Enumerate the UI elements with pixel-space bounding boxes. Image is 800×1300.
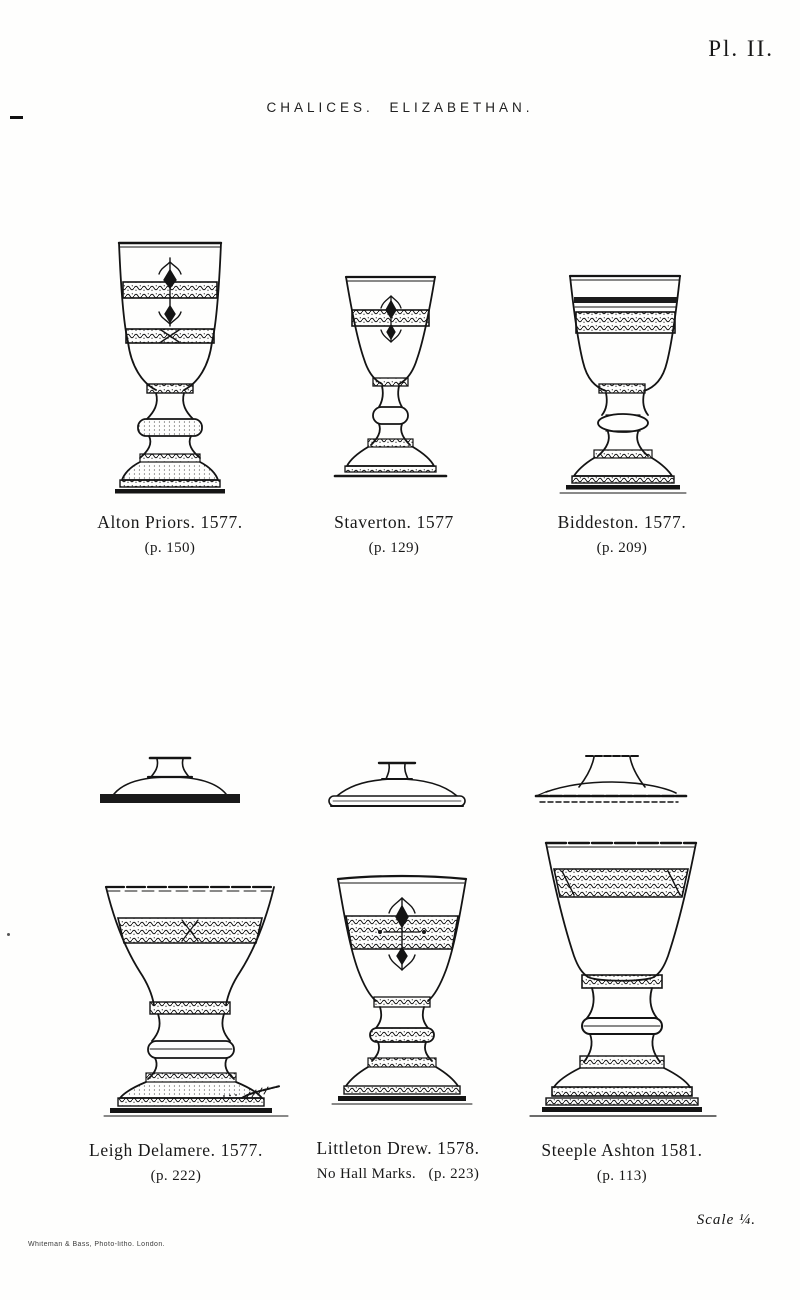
figure-caption-leigh-delamere (46, 1140, 306, 1185)
figure-page-ref: (p. 209) (596, 540, 648, 556)
paten-cover-illustration-littleton-drew (322, 756, 472, 808)
chalice-illustration-biddeston (550, 268, 696, 498)
figure-title: Littleton Drew. 1578. (316, 1138, 480, 1158)
figure-title: Alton Priors. 1577. (97, 512, 243, 532)
figure-caption-littleton-drew (268, 1138, 528, 1183)
margin-dash-mark (10, 116, 23, 119)
plate-title: CHALICES. ELIZABETHAN. (266, 100, 534, 115)
figure-note: No Hall Marks. (316, 1166, 417, 1182)
chalice-illustration-leigh-delamere (92, 880, 300, 1120)
figure-caption-alton-priors (40, 512, 300, 557)
figure-page-ref: (p. 222) (150, 1168, 202, 1184)
figure-title: Biddeston. 1577. (557, 512, 687, 532)
figure-title: Staverton. 1577 (334, 512, 454, 532)
paten-cover-illustration-steeple-ashton (526, 748, 694, 808)
plate-number-label: Pl. II. (708, 36, 774, 61)
paten-cover-illustration-leigh-delamere (98, 752, 242, 810)
figure-caption-biddeston (492, 512, 752, 557)
figure-title: Steeple Ashton 1581. (541, 1140, 703, 1160)
scan-speck (7, 933, 10, 936)
figure-page-ref: (p. 113) (596, 1168, 648, 1184)
chalice-illustration-steeple-ashton (524, 834, 720, 1122)
figure-page-ref: (p. 129) (368, 540, 420, 556)
printer-imprint: Whiteman & Bass, Photo-litho. London. (28, 1241, 165, 1248)
figure-title: Leigh Delamere. 1577. (89, 1140, 263, 1160)
scale-note: Scale ¼. (696, 1212, 756, 1228)
figure-caption-steeple-ashton (492, 1140, 752, 1185)
figure-caption-staverton (264, 512, 524, 557)
chalice-illustration-alton-priors (102, 236, 238, 496)
figure-page-ref: (p. 150) (144, 540, 196, 556)
chalice-illustration-littleton-drew (318, 870, 486, 1118)
figure-page-ref: (p. 223) (428, 1166, 480, 1182)
chalice-illustration-staverton (322, 268, 458, 494)
